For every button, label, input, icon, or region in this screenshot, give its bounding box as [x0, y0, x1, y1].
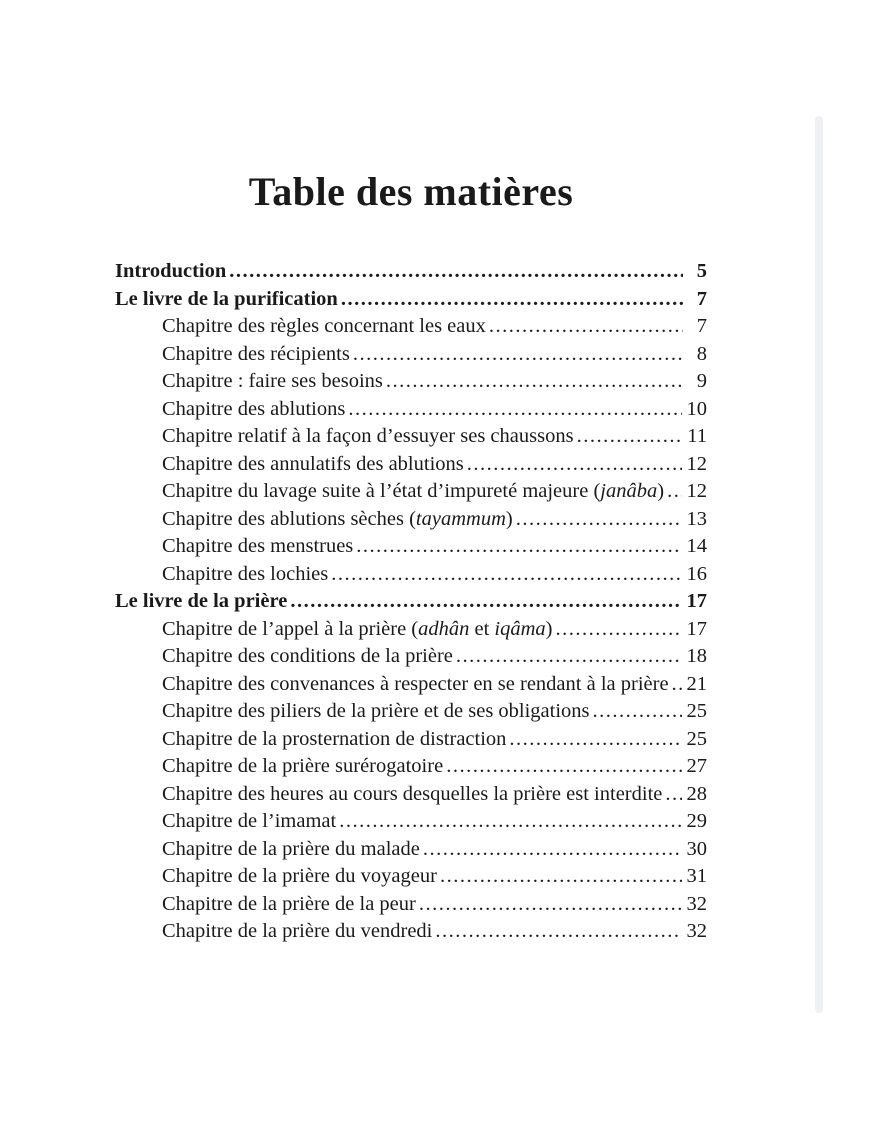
toc-entry-page: 16	[686, 562, 707, 585]
toc-dot-leader	[593, 698, 682, 726]
toc-entry-page: 13	[686, 507, 707, 530]
toc-entry	[115, 891, 707, 919]
toc-dot-leader	[423, 836, 682, 864]
toc-entry-page: 7	[696, 287, 707, 310]
toc-entry-label: Le livre de la purification	[115, 287, 338, 310]
toc-entry-label: Chapitre de la prosternation de distraction	[162, 727, 507, 750]
toc-entry-label: Chapitre de l’appel à la prière (adhân et iqâma)	[162, 617, 553, 640]
page-title: Table des matières	[248, 169, 574, 214]
toc-entry-page: 8	[696, 342, 707, 365]
toc-dot-leader	[440, 863, 682, 891]
toc-entry-label: Le livre de la prière	[115, 590, 288, 612]
toc-entry-label: Chapitre des menstrues	[162, 535, 354, 557]
toc-entry-label: Chapitre des ablutions sèches (tayammum)	[162, 507, 513, 530]
toc-entry-page: 25	[686, 700, 707, 722]
toc-entry	[115, 698, 707, 726]
toc-dot-leader	[577, 423, 683, 451]
toc-entry-label: Chapitre : faire ses besoins	[162, 370, 383, 392]
page-edge-shadow	[815, 116, 823, 1013]
toc-entry-label: Chapitre relatif à la façon d’essuyer ses chaussons	[162, 425, 574, 447]
toc-entry-label: Chapitre de la prière du malade	[162, 837, 420, 860]
toc-entry	[115, 588, 707, 616]
toc-entry-page: 30	[686, 837, 707, 860]
toc-dot-leader	[353, 341, 683, 369]
toc-entry-page: 18	[686, 645, 707, 667]
toc-entry	[115, 561, 707, 589]
toc-dot-leader	[290, 588, 681, 616]
toc-entry	[115, 863, 707, 891]
toc-entry	[115, 423, 707, 451]
toc-entry	[115, 671, 707, 699]
toc-entry-label: Chapitre des piliers de la prière et de ses obligations	[162, 700, 590, 722]
toc-entry	[115, 808, 707, 836]
toc-dot-leader	[509, 726, 681, 754]
toc-entry-page: 31	[686, 865, 707, 887]
toc-dot-leader	[672, 671, 682, 699]
toc-entry-label: Chapitre des heures au cours desquelles la prière est interdite	[162, 782, 663, 805]
toc-dot-leader	[489, 313, 683, 341]
toc-entry-page: 32	[686, 920, 707, 942]
toc-entry-page: 7	[696, 315, 707, 337]
toc-entry-label: Chapitre de la prière surérogatoire	[162, 755, 444, 777]
toc-entry-label: Chapitre de la prière du voyageur	[162, 865, 437, 887]
toc-dot-leader	[467, 451, 682, 479]
toc-dot-leader	[356, 533, 681, 561]
toc-entry-page: 17	[686, 617, 707, 640]
toc-dot-leader	[331, 561, 681, 589]
toc-dot-leader	[446, 753, 681, 781]
toc-entry	[115, 726, 707, 754]
toc-entry-page: 21	[686, 672, 708, 695]
toc-entry-label: Chapitre des convenances à respecter en se rendant à la prière	[162, 672, 669, 695]
toc-entry-page: 17	[686, 590, 707, 612]
toc-entry	[115, 616, 707, 644]
toc-dot-leader	[435, 918, 681, 946]
toc-entry	[115, 533, 707, 561]
toc-entry	[115, 258, 707, 286]
toc-entry-page: 11	[687, 425, 707, 447]
toc-entry	[115, 396, 707, 424]
toc-dot-leader	[665, 781, 681, 809]
toc-entry-label: Chapitre des ablutions	[162, 397, 346, 420]
toc-entry-page: 25	[686, 727, 707, 750]
toc-dot-leader	[556, 616, 682, 644]
toc-entry-page: 14	[686, 535, 707, 557]
toc-dot-leader	[456, 643, 682, 671]
toc-entry-label: Chapitre des récipients	[162, 342, 350, 365]
toc-entry-label: Chapitre des annulatifs des ablutions	[162, 452, 464, 475]
toc-dot-leader	[339, 808, 681, 836]
toc-entry-page: 10	[686, 397, 707, 420]
toc-entry-label: Chapitre des lochies	[162, 562, 329, 585]
toc-entry-label: Chapitre de l’imamat	[162, 810, 337, 832]
toc-entry-page: 29	[686, 810, 707, 832]
toc-entry-page: 12	[686, 480, 707, 502]
toc-entry	[115, 451, 707, 479]
toc-dot-leader	[341, 286, 683, 314]
toc-entry-page: 9	[696, 370, 707, 392]
toc-entry	[115, 918, 707, 946]
toc-entry	[115, 286, 707, 314]
toc-entry	[115, 313, 707, 341]
toc-entry-page: 27	[686, 755, 707, 777]
toc-list	[115, 258, 707, 946]
toc-dot-leader	[386, 368, 683, 396]
toc-dot-leader	[348, 396, 681, 424]
toc-entry-page: 28	[686, 782, 707, 805]
toc-entry	[115, 341, 707, 369]
toc-entry	[115, 478, 707, 506]
toc-entry	[115, 836, 707, 864]
toc-entry-label: Chapitre de la prière de la peur	[162, 892, 416, 915]
toc-entry	[115, 781, 707, 809]
toc-dot-leader	[229, 258, 683, 286]
toc-entry	[115, 368, 707, 396]
toc-entry-label: Chapitre des conditions de la prière	[162, 645, 453, 667]
toc-entry-label: Chapitre de la prière du vendredi	[162, 920, 433, 942]
toc-entry-page: 32	[686, 892, 707, 915]
toc-dot-leader	[419, 891, 682, 919]
toc-dot-leader	[667, 478, 681, 506]
toc-entry-page: 5	[696, 260, 707, 282]
toc-entry	[115, 506, 707, 534]
toc-dot-leader	[516, 506, 682, 534]
toc-entry-label: Chapitre du lavage suite à l’état d’impureté majeure (janâba)	[162, 480, 665, 502]
toc-entry	[115, 753, 707, 781]
toc-entry-label: Chapitre des règles concernant les eaux	[162, 315, 486, 337]
toc-entry-page: 12	[686, 452, 707, 475]
toc-entry	[115, 643, 707, 671]
toc-entry-label: Introduction	[115, 260, 227, 282]
